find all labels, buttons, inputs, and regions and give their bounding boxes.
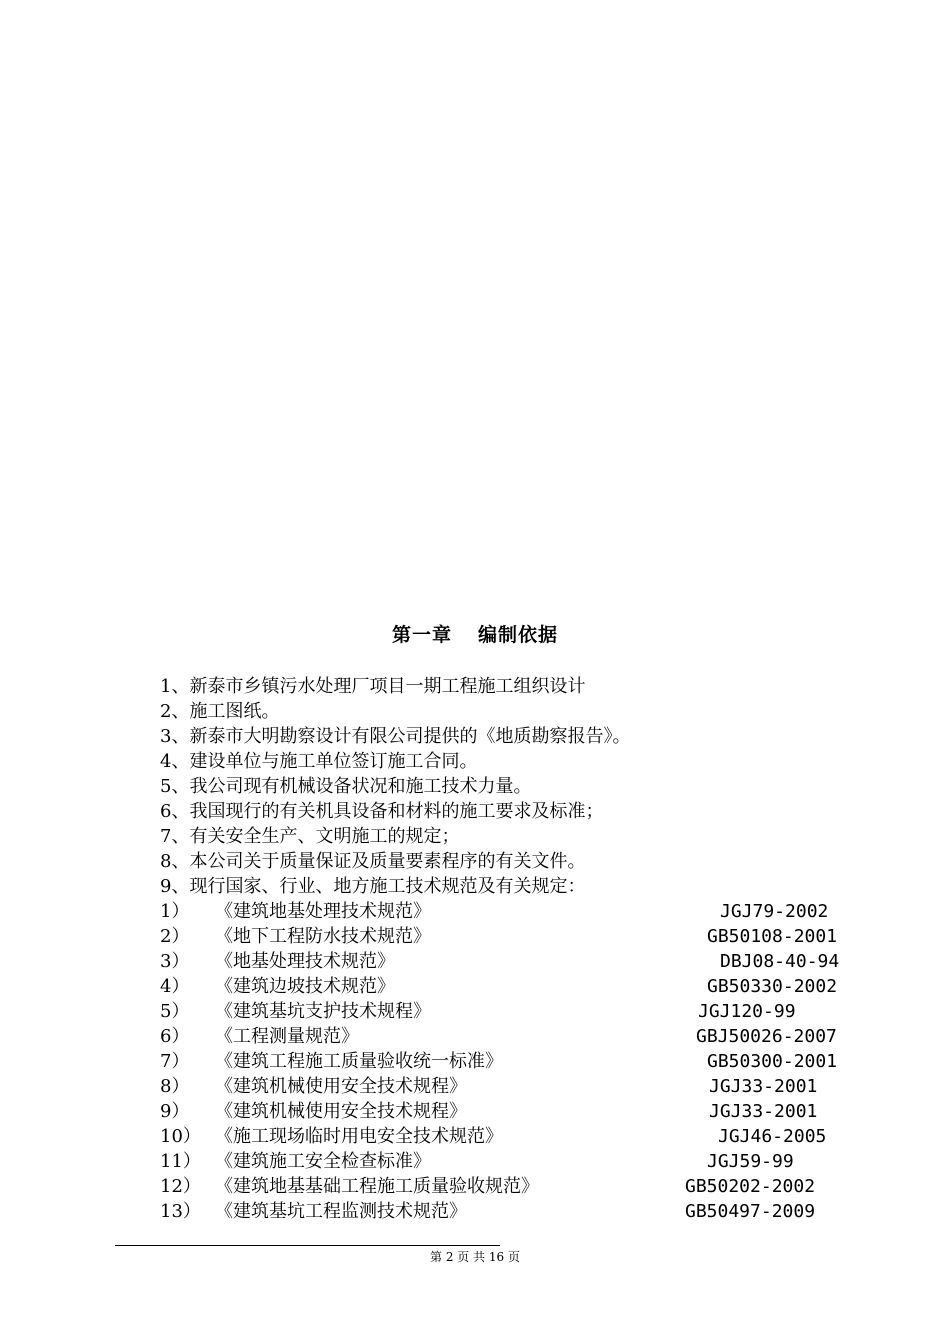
basis-item: 6、我国现行的有关机具设备和材料的施工要求及标准； xyxy=(160,801,604,822)
standard-number: 12） xyxy=(160,1176,201,1197)
footer-divider xyxy=(115,1245,500,1246)
standard-name: 《建筑基坑支护技术规程》 xyxy=(215,1001,431,1022)
standard-code: GB50330-2002 xyxy=(707,976,838,997)
standard-row xyxy=(160,1200,860,1224)
standard-number: 4） xyxy=(160,976,190,997)
standard-row xyxy=(160,975,860,999)
basis-item: 2、施工图纸。 xyxy=(160,701,280,722)
standard-code: GBJ50026-2007 xyxy=(696,1026,837,1047)
standard-name: 《建筑机械使用安全技术规程》 xyxy=(215,1101,467,1122)
basis-item: 9、现行国家、行业、地方施工技术规范及有关规定： xyxy=(160,876,586,897)
basis-item: 7、有关安全生产、文明施工的规定； xyxy=(160,826,460,847)
standard-row xyxy=(160,1100,860,1124)
standard-code: JGJ120-99 xyxy=(698,1001,796,1022)
standard-row xyxy=(160,1075,860,1099)
standard-number: 13） xyxy=(160,1201,201,1222)
basis-item: 4、建设单位与施工单位签订施工合同。 xyxy=(160,751,478,772)
standard-number: 3） xyxy=(160,951,190,972)
standard-code: JGJ59-99 xyxy=(707,1151,794,1172)
standard-number: 6） xyxy=(160,1026,190,1047)
standard-row xyxy=(160,925,860,949)
standard-code: JGJ79-2002 xyxy=(720,901,829,922)
standard-row xyxy=(160,1025,860,1049)
chapter-number: 第一章 xyxy=(391,624,452,646)
standard-number: 1） xyxy=(160,901,190,922)
standard-row xyxy=(160,1175,860,1199)
standard-number: 7） xyxy=(160,1051,190,1072)
standard-number: 9） xyxy=(160,1101,190,1122)
chapter-heading: 编制依据 xyxy=(478,624,559,646)
standard-code: GB50497-2009 xyxy=(685,1201,816,1222)
standard-number: 2） xyxy=(160,926,190,947)
standard-code: JGJ46-2005 xyxy=(718,1126,827,1147)
standard-row xyxy=(160,1050,860,1074)
standard-name: 《建筑施工安全检查标准》 xyxy=(215,1151,431,1172)
standard-row xyxy=(160,1150,860,1174)
basis-item: 1、新泰市乡镇污水处理厂项目一期工程施工组织设计 xyxy=(160,676,586,697)
page-footer: 第 2 页 共 16 页 xyxy=(430,1250,520,1264)
standard-row xyxy=(160,950,860,974)
standard-number: 11） xyxy=(160,1151,201,1172)
basis-item: 8、本公司关于质量保证及质量要素程序的有关文件。 xyxy=(160,851,586,872)
standard-code: GB50300-2001 xyxy=(707,1051,838,1072)
standard-name: 《建筑地基处理技术规范》 xyxy=(215,901,431,922)
chapter-title xyxy=(0,620,950,647)
standard-name: 《建筑基坑工程监测技术规范》 xyxy=(215,1201,467,1222)
standard-code: JGJ33-2001 xyxy=(709,1101,818,1122)
standard-number: 8） xyxy=(160,1076,190,1097)
standard-name: 《建筑边坡技术规范》 xyxy=(215,976,395,997)
standard-row xyxy=(160,1000,860,1024)
standard-code: JGJ33-2001 xyxy=(709,1076,818,1097)
standard-number: 5） xyxy=(160,1001,190,1022)
standard-name: 《工程测量规范》 xyxy=(215,1026,359,1047)
standard-name: 《地下工程防水技术规范》 xyxy=(215,926,431,947)
basis-item: 3、新泰市大明勘察设计有限公司提供的《地质勘察报告》。 xyxy=(160,726,631,747)
standard-name: 《建筑机械使用安全技术规程》 xyxy=(215,1076,467,1097)
standard-name: 《建筑地基基础工程施工质量验收规范》 xyxy=(215,1176,539,1197)
standard-name: 《施工现场临时用电安全技术规范》 xyxy=(215,1126,503,1147)
standard-row xyxy=(160,1125,860,1149)
standard-name: 《建筑工程施工质量验收统一标准》 xyxy=(215,1051,503,1072)
standard-name: 《地基处理技术规范》 xyxy=(215,951,395,972)
standard-code: GB50202-2002 xyxy=(685,1176,816,1197)
standard-code: DBJ08-40-94 xyxy=(720,951,840,972)
basis-item: 5、我公司现有机械设备状况和施工技术力量。 xyxy=(160,776,532,797)
standard-code: GB50108-2001 xyxy=(707,926,838,947)
standard-row xyxy=(160,900,860,924)
standard-number: 10） xyxy=(160,1126,201,1147)
